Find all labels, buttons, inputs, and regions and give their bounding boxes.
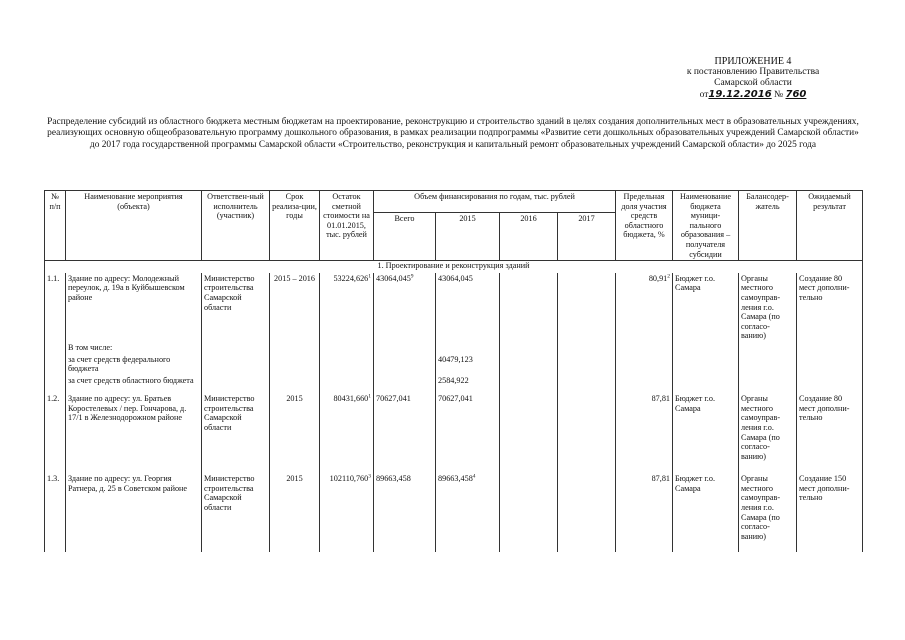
number-label: №	[774, 90, 784, 100]
header-2016: 2016	[500, 212, 558, 261]
including-label: В том числе:	[66, 342, 202, 354]
row-share: 87,81	[616, 466, 673, 552]
federal-2015: 40479,123	[436, 354, 500, 375]
row-share: 80,91$^2$	[616, 273, 673, 342]
document-title: Распределение субсидий из областного бюджета местным бюджетам на проектирование, реконструкцию и строительство зданий в целях создания дополнительных мест в образовательных учреждениях, реализующих основную общеобразовательную программу дошкольного образования, в рамках реализации подпрограммы «Развитие сети дошкольных образовательных учреждений Самарской области» до 2017 года государственной программы Самарской области «Строительство, реконструкция и капитальный ремонт образовательных учреждений Самарской области» до 2025 года	[47, 117, 859, 150]
row-result: Создание 150 мест дополни-тельно	[797, 466, 863, 552]
row-holder: Органы местного самоуправ-ления г.о. Самара (по согласо-ванию)	[739, 386, 797, 466]
date-prefix: от	[699, 90, 709, 100]
row-budget: Бюджет г.о. Самара	[673, 273, 739, 342]
row-num: 1.1.	[45, 273, 66, 342]
subsidy-table	[44, 190, 863, 552]
row-2015: 89663,458$^4$	[436, 466, 500, 552]
row-2016	[500, 386, 558, 466]
row-2016	[500, 273, 558, 342]
header-responsible: Ответствен-ный исполнитель (участник)	[202, 191, 270, 261]
row-holder: Органы местного самоуправ-ления г.о. Самара (по согласо-ванию)	[739, 466, 797, 552]
header-name: Наименование мероприятия (объекта)	[66, 191, 202, 261]
table-row	[45, 466, 863, 552]
table-row	[45, 386, 863, 466]
header-budget: Наименование бюджета муници-пального образования – получателя субсидии	[673, 191, 739, 261]
row-2017	[558, 386, 616, 466]
header-num: № п/п	[45, 191, 66, 261]
row-total: 89663,458	[374, 466, 436, 552]
table-row-federal	[45, 354, 863, 375]
section-heading: 1. Проектирование и реконструкция зданий	[45, 261, 863, 273]
row-balance: 53224,626$^1$	[320, 273, 374, 342]
appendix-subtitle: к постановлению Правительства	[686, 67, 820, 77]
row-total: 43064,045$^9$	[374, 273, 436, 342]
table-row	[45, 273, 863, 342]
row-responsible: Министерство строительства Самарской области	[202, 466, 270, 552]
header-period: Срок реализа-ции, годы	[270, 191, 320, 261]
row-responsible: Министерство строительства Самарской области	[202, 273, 270, 342]
row-2015: 43064,045	[436, 273, 500, 342]
row-balance: 102110,760$^3$	[320, 466, 374, 552]
appendix-region: Самарской области	[714, 78, 792, 88]
table-row-including	[45, 342, 863, 354]
row-2015: 70627,041	[436, 386, 500, 466]
federal-label: за счет средств федерального бюджета	[66, 354, 202, 375]
header-total: Всего	[374, 212, 436, 261]
row-period: 2015	[270, 386, 320, 466]
header-2017: 2017	[558, 212, 616, 261]
row-2017	[558, 466, 616, 552]
row-name: Здание по адресу: ул. Георгия Ратнера, д. 25 в Советском районе	[66, 466, 202, 552]
row-period: 2015 – 2016	[270, 273, 320, 342]
handwritten-date: 19.12.2016	[708, 89, 772, 100]
header-2015: 2015	[436, 212, 500, 261]
row-total: 70627,041	[374, 386, 436, 466]
row-name: Здание по адресу: Молодежный переулок, д. 19а в Куйбышевском районе	[66, 273, 202, 342]
row-num: 1.2.	[45, 386, 66, 466]
regional-label: за счет средств областного бюджета	[66, 375, 202, 387]
header-holder: Балансодер-жатель	[739, 191, 797, 261]
row-period: 2015	[270, 466, 320, 552]
row-2016	[500, 466, 558, 552]
row-holder: Органы местного самоуправ-ления г.о. Самара (по согласо-ванию)	[739, 273, 797, 342]
row-budget: Бюджет г.о. Самара	[673, 386, 739, 466]
row-balance: 80431,660$^1$	[320, 386, 374, 466]
handwritten-number: 760	[785, 89, 807, 100]
header-funding: Объем финансирования по годам, тыс. рублей	[374, 191, 616, 213]
header-balance: Остаток сметной стоимости на 01.01.2015, тыс. рублей	[320, 191, 374, 261]
row-num: 1.3.	[45, 466, 66, 552]
row-2017	[558, 273, 616, 342]
appendix-block	[653, 56, 853, 101]
table-row-regional	[45, 375, 863, 387]
appendix-date-line	[653, 89, 853, 101]
row-responsible: Министерство строительства Самарской области	[202, 386, 270, 466]
header-share: Предельная доля участия средств областного бюджета, %	[616, 191, 673, 261]
row-result: Создание 80 мест дополни-тельно	[797, 273, 863, 342]
row-name: Здание по адресу: ул. Братьев Коростелевых / пер. Гончарова, д. 17/1 в Железнодорожном районе	[66, 386, 202, 466]
appendix-title: ПРИЛОЖЕНИЕ 4	[714, 56, 792, 67]
row-budget: Бюджет г.о. Самара	[673, 466, 739, 552]
row-result: Создание 80 мест дополни-тельно	[797, 386, 863, 466]
row-share: 87,81	[616, 386, 673, 466]
regional-2015: 2584,922	[436, 375, 500, 387]
header-result: Ожидаемый результат	[797, 191, 863, 261]
